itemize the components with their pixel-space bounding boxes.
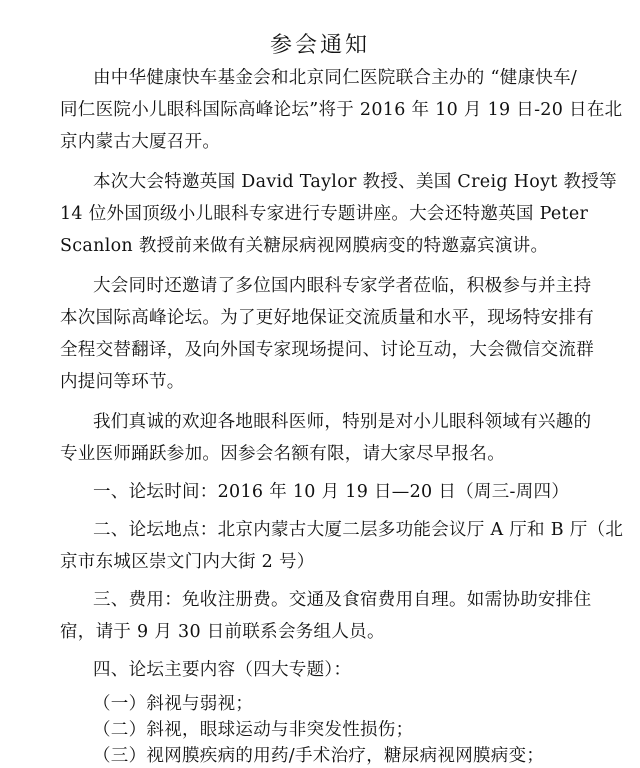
topic-item: （二）斜视，眼球运动与非突发性损伤； (93, 720, 414, 740)
paragraph-line: 14 位外国顶级小儿眼科专家进行专题讲座。大会还特邀英国 Peter (60, 204, 589, 224)
section-venue: 二、论坛地点：北京内蒙古大厦二层多功能会议厅 A 厅和 B 厅（北 (93, 520, 624, 540)
paragraph-line: 我们真诚的欢迎各地眼科医师，特别是对小儿眼科领域有兴趣的 (93, 412, 592, 432)
paragraph-line: 内提问等环节。 (60, 372, 185, 392)
section-topics: 四、论坛主要内容（四大专题）： (93, 660, 352, 680)
paragraph-line: 本次国际高峰论坛。为了更好地保证交流质量和水平，现场特安排有 (60, 308, 594, 328)
topic-item: （一）斜视与弱视； (93, 694, 254, 714)
paragraph-line: 由中华健康快车基金会和北京同仁医院联合主办的 “健康快车/ (93, 68, 578, 88)
paragraph-line: 京市东城区崇文门内大街 2 号） (60, 552, 315, 572)
paragraph-line: 宿，请于 9 月 30 日前联系会务组人员。 (60, 622, 385, 642)
paragraph-line: 京内蒙古大厦召开。 (60, 132, 221, 152)
paragraph-line: 大会同时还邀请了多位国内眼科专家学者莅临，积极参与并主持 (93, 276, 592, 296)
section-time: 一、论坛时间：2016 年 10 月 19 日—20 日（周三-周四） (93, 482, 570, 502)
page-title: 参会通知 (269, 33, 370, 58)
paragraph-line: 全程交替翻译，及向外国专家现场提问、讨论互动，大会微信交流群 (60, 340, 594, 360)
paragraph-line: Scanlon 教授前来做有关糖尿病视网膜病变的特邀嘉宾演讲。 (60, 236, 549, 256)
topic-item: （三）视网膜疾病的用药/手术治疗，糖尿病视网膜病变； (93, 746, 545, 766)
paragraph-line: 本次大会特邀英国 David Taylor 教授、美国 Creig Hoyt 教授等 (93, 172, 617, 192)
section-fees: 三、费用：免收注册费。交通及食宿费用自理。如需协助安排住 (93, 590, 592, 610)
paragraph-line: 同仁医院小儿眼科国际高峰论坛”将于 2016 年 10 月 19 日-20 日在北 (60, 100, 623, 120)
paragraph-line: 专业医师踊跃参加。因参会名额有限，请大家尽早报名。 (60, 444, 505, 464)
